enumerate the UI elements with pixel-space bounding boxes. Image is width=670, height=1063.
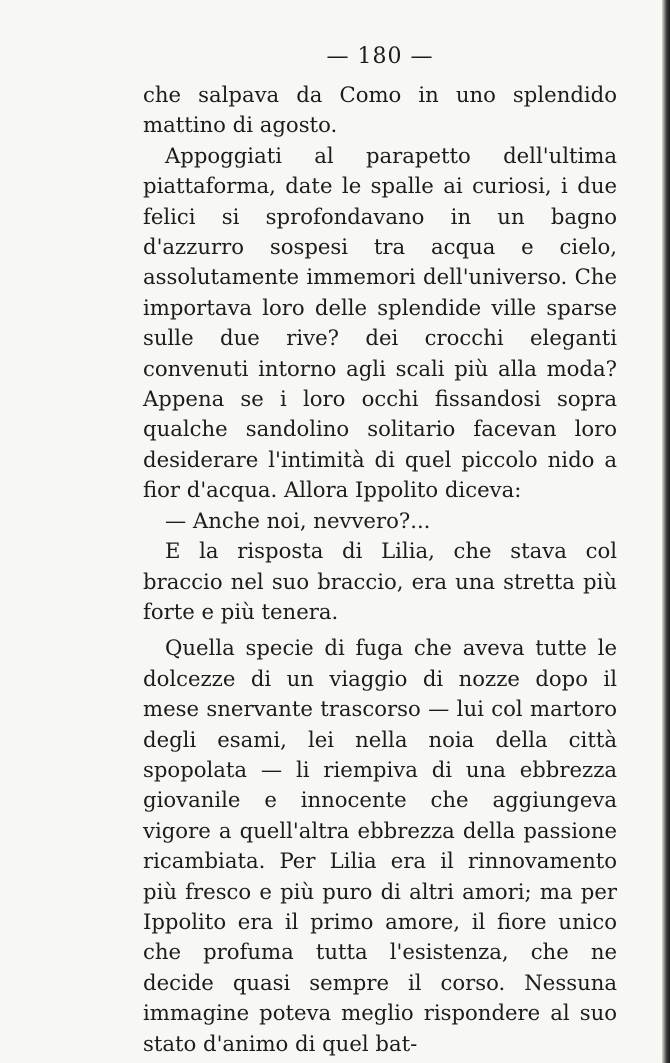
- body-text: [143, 80, 617, 1059]
- paragraph-dialogue: — Anche noi, nevvero?...: [165, 507, 431, 533]
- paragraph-quella-specie: Quella specie di fuga che aveva tutte le dolcezze di un viaggio di nozze dopo il mese snervante trascorso — lui col martoro degli esami, lei nella noia della città spopolata — li riempiva di una ebbrezza giovanile e innocente che aggiungeva vigore a quell'altra ebbrezza della passione ricambiata. Per Lilia era il rinnovamento più fresco e più puro di altri amori; ma per Ippolito era il primo amore, il fiore unico che profuma tutta l'esistenza, che ne decide quasi sempre il corso. Nessuna immagine poteva meglio rispondere al suo stato d'animo di quel bat-: [143, 635, 617, 1056]
- paragraph-continuation: che salpava da Como in uno splendido mattino di agosto.: [143, 82, 617, 138]
- paragraph-risposta: E la risposta di Lilia, che stava col braccio nel suo braccio, era una stretta più forte e più tenera.: [143, 538, 617, 624]
- page-edge: [662, 0, 670, 1063]
- page-number: — 180 —: [326, 44, 434, 69]
- paragraph-appoggiati: Appoggiati al parapetto dell'ultima piattaforma, date le spalle ai curiosi, i due felici si sprofondavano in un bagno d'azzurro sospesi tra acqua e cielo, assolutamente immemori dell'universo. Che importava loro delle splendide ville sparse sulle due rive? dei crocchi eleganti convenuti intorno agli scali più alla moda? Appena se i loro occhi fissandosi sopra qualche sandolino solitario facevan loro desiderare l'intimità di quel piccolo nido a fior d'acqua. Allora Ippolito diceva:: [143, 142, 617, 503]
